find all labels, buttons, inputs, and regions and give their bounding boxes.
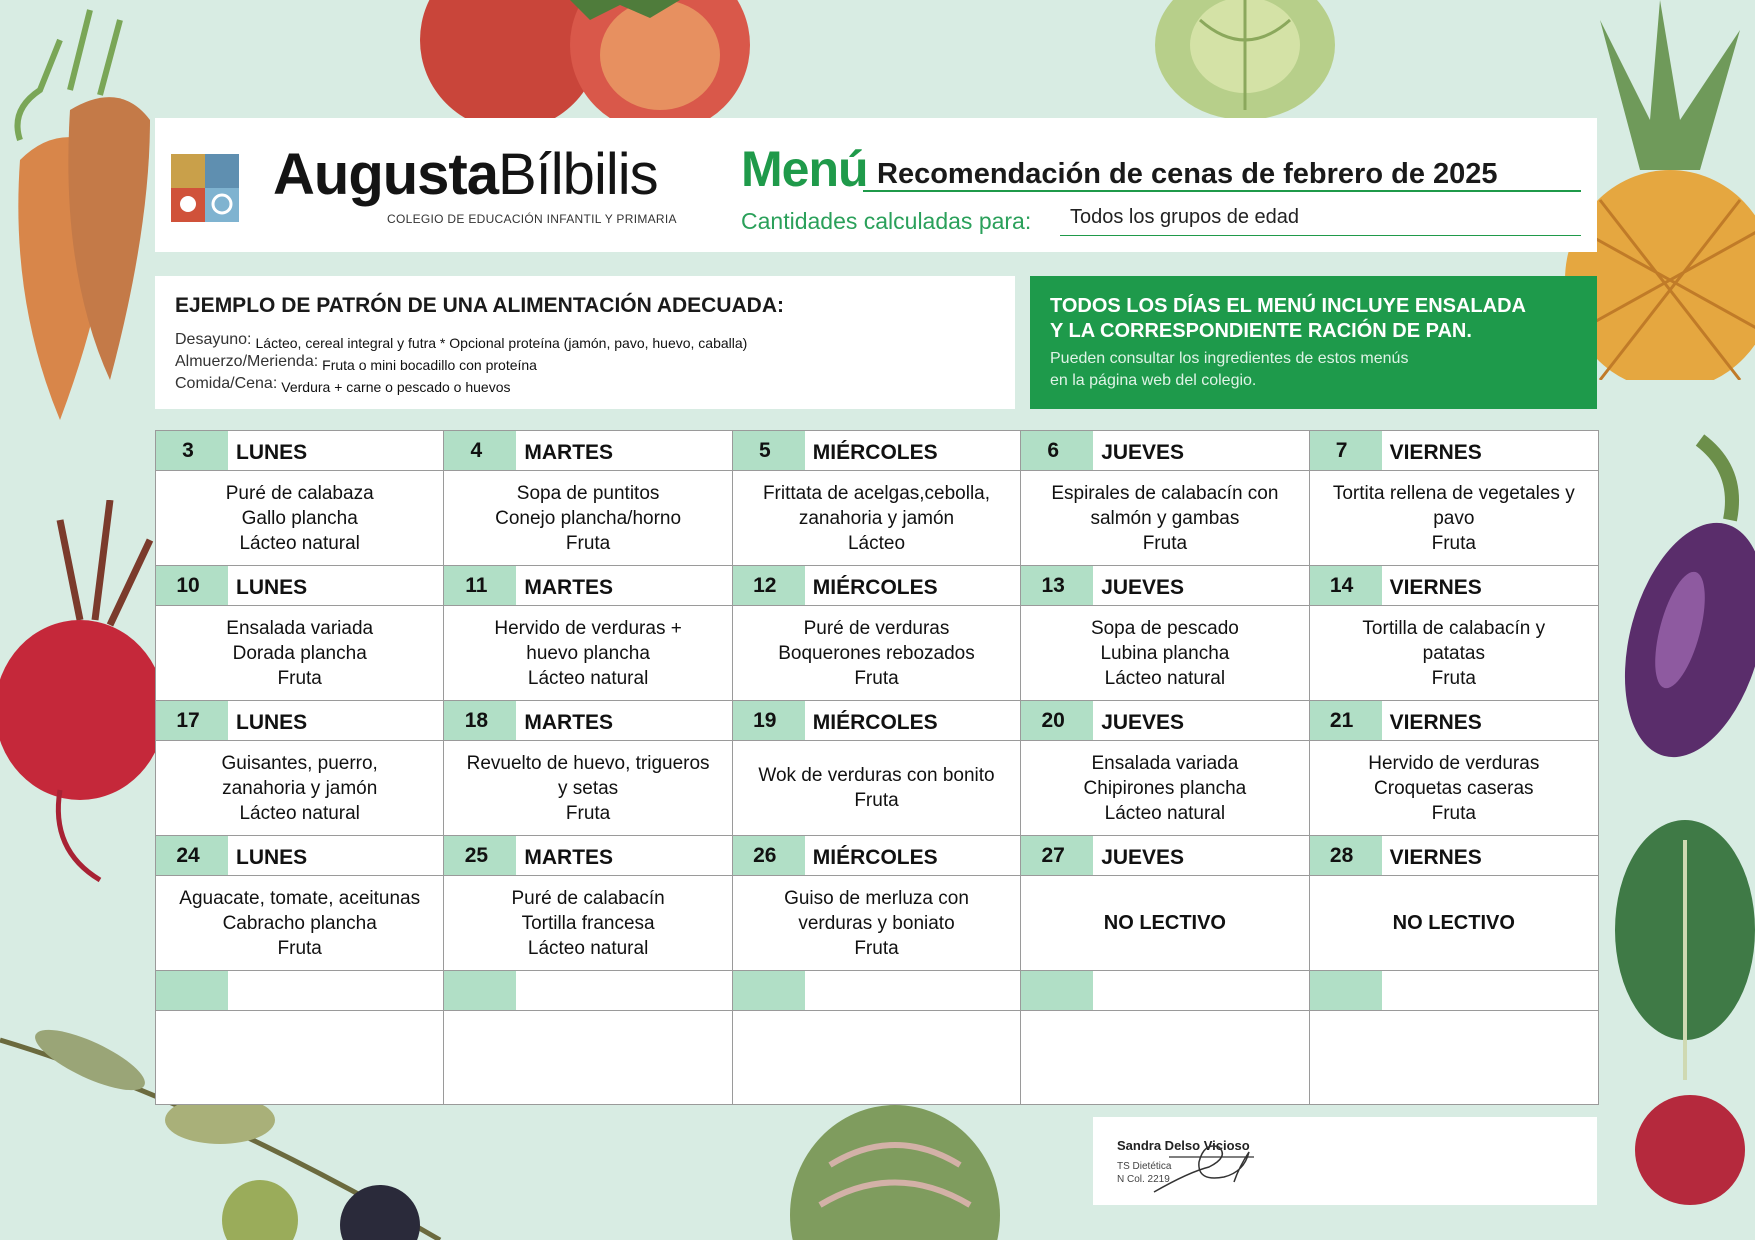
day-name: VIERNES — [1389, 440, 1482, 464]
day-header — [733, 566, 1020, 606]
dish-line: Lácteo — [847, 532, 906, 554]
dish-line: y setas — [557, 777, 619, 799]
day-header — [1310, 836, 1598, 876]
day-cell — [156, 971, 444, 1105]
day-cell — [156, 836, 444, 971]
carrot-illustration — [0, 0, 175, 450]
dish-line: Fruta — [1142, 532, 1188, 554]
pattern-row-label: Desayuno: — [175, 331, 252, 348]
day-name: JUEVES — [1101, 440, 1185, 464]
dish-line: NO LECTIVO — [1392, 911, 1515, 934]
day-number: 13 — [1021, 566, 1093, 605]
pattern-row-value: Fruta o mini bocadillo con proteína — [322, 357, 537, 373]
day-cell — [733, 566, 1021, 701]
day-cell — [733, 971, 1021, 1105]
day-name: JUEVES — [1101, 710, 1185, 734]
menu-dishes — [1310, 741, 1598, 835]
info-box — [1030, 276, 1597, 409]
menu-dishes — [733, 1011, 1020, 1105]
brand-name-part1: Augusta — [273, 142, 498, 207]
dish-line: Fruta — [565, 802, 611, 824]
dish-line: Boquerones rebozados — [778, 642, 975, 664]
day-name: VIERNES — [1389, 575, 1482, 599]
menu-dishes — [444, 606, 731, 700]
dish-line: Fruta — [277, 937, 322, 959]
school-logo-icon — [171, 154, 239, 222]
day-name: MIÉRCOLES — [812, 845, 938, 869]
dish-line: Puré de calabaza — [225, 482, 374, 504]
dish-line: Sopa de pescado — [1090, 617, 1239, 639]
dish-line: Espirales de calabacín con — [1051, 482, 1279, 504]
day-header — [1310, 566, 1598, 606]
day-header — [733, 971, 1020, 1011]
day-header — [1310, 971, 1598, 1011]
day-number: 26 — [733, 836, 805, 875]
day-number: 18 — [444, 701, 516, 740]
day-header — [733, 431, 1020, 471]
menu-dishes — [1021, 876, 1308, 970]
day-name: MIÉRCOLES — [812, 710, 938, 734]
day-cell — [444, 566, 732, 701]
menu-dishes — [444, 471, 731, 565]
menu-dishes — [733, 876, 1020, 970]
day-header — [156, 701, 443, 741]
menu-dishes — [1310, 471, 1598, 565]
day-number: 24 — [156, 836, 228, 875]
day-cell — [1310, 431, 1598, 566]
pattern-row-value: Lácteo, cereal integral y futra * Opcional proteína (jamón, pavo, huevo, caballa) — [255, 335, 748, 351]
dish-line: Fruta — [1431, 667, 1476, 689]
signature-title: TS Dietética — [1117, 1161, 1172, 1172]
info-text-line1: Pueden consultar los ingredientes de estos menús — [1050, 350, 1409, 367]
day-cell — [1021, 566, 1309, 701]
menu-dishes — [1310, 1011, 1598, 1105]
pattern-row-label: Almuerzo/Merienda: — [175, 353, 319, 370]
day-number: 21 — [1310, 701, 1382, 740]
dish-line: Hervido de verduras + — [494, 617, 682, 639]
dish-line: NO LECTIVO — [1103, 911, 1226, 934]
day-header — [1021, 836, 1308, 876]
chard-illustration — [1595, 820, 1755, 1240]
day-number — [733, 971, 805, 1010]
day-name: LUNES — [236, 845, 308, 869]
day-header — [156, 971, 443, 1011]
day-number: 4 — [444, 431, 516, 470]
day-number: 14 — [1310, 566, 1382, 605]
dish-line: Lácteo natural — [1104, 667, 1226, 689]
day-number — [156, 971, 228, 1010]
day-header — [444, 431, 731, 471]
day-cell — [733, 701, 1021, 836]
signature-license: N Col. 2219 — [1117, 1174, 1170, 1185]
day-name: MARTES — [524, 575, 614, 599]
dish-line: zanahoria y jamón — [798, 507, 955, 529]
day-name — [228, 971, 443, 1010]
info-title — [1050, 294, 1577, 344]
day-cell — [444, 971, 732, 1105]
day-number: 28 — [1310, 836, 1382, 875]
dish-line: patatas — [1422, 642, 1485, 664]
dish-line: Lácteo natural — [239, 532, 360, 554]
menu-dishes — [156, 471, 443, 565]
dish-line: Aguacate, tomate, aceitunas — [179, 887, 421, 909]
day-number: 10 — [156, 566, 228, 605]
signature-box — [1093, 1117, 1597, 1205]
day-cell — [1310, 971, 1598, 1105]
menu-dishes — [733, 741, 1020, 835]
day-name — [516, 971, 731, 1010]
day-header — [1021, 431, 1308, 471]
day-header — [1310, 431, 1598, 471]
day-name — [1093, 971, 1308, 1010]
day-header — [444, 836, 731, 876]
day-name: LUNES — [236, 575, 308, 599]
day-number: 5 — [733, 431, 805, 470]
day-header — [1021, 701, 1308, 741]
day-number: 12 — [733, 566, 805, 605]
signature-name: Sandra Delso Vicioso — [1117, 1138, 1250, 1153]
brand-subtitle: COLEGIO DE EDUCACIÓN INFANTIL Y PRIMARIA — [387, 212, 677, 226]
menu-dishes — [156, 1011, 443, 1105]
menu-dishes — [156, 876, 443, 970]
pattern-row-meal — [175, 375, 511, 393]
dish-line: Sopa de puntitos — [516, 482, 660, 504]
day-cell — [156, 701, 444, 836]
day-number: 25 — [444, 836, 516, 875]
dish-line: Gallo plancha — [241, 507, 358, 529]
day-name — [805, 971, 1020, 1010]
day-cell — [156, 431, 444, 566]
menu-dishes — [444, 876, 731, 970]
pattern-row-value: Verdura + carne o pescado o huevos — [281, 379, 511, 395]
day-name: VIERNES — [1389, 845, 1482, 869]
info-text — [1050, 348, 1577, 392]
dish-line: Lácteo natural — [527, 667, 649, 689]
day-number: 6 — [1021, 431, 1093, 470]
day-header — [1310, 701, 1598, 741]
day-cell — [1021, 971, 1309, 1105]
dish-line: Lubina plancha — [1100, 642, 1230, 664]
menu-dishes — [1021, 606, 1308, 700]
dish-line: Ensalada variada — [226, 617, 374, 639]
dish-line: Puré de calabacín — [511, 887, 665, 909]
dish-line: Lácteo natural — [239, 802, 360, 824]
dish-line: verduras y boniato — [798, 912, 955, 934]
day-header — [1021, 971, 1308, 1011]
day-name: MIÉRCOLES — [812, 440, 938, 464]
pattern-row-breakfast — [175, 331, 747, 349]
day-number — [1310, 971, 1382, 1010]
diet-pattern-box — [155, 276, 1015, 409]
day-number: 20 — [1021, 701, 1093, 740]
dish-line: Fruta — [854, 790, 899, 811]
handwritten-signature — [1149, 1137, 1259, 1197]
day-name — [1382, 971, 1598, 1010]
day-name: JUEVES — [1101, 575, 1185, 599]
day-header — [1021, 566, 1308, 606]
dish-line: Guisantes, puerro, — [221, 752, 378, 774]
day-cell — [156, 566, 444, 701]
day-number: 27 — [1021, 836, 1093, 875]
day-header — [156, 566, 443, 606]
day-header — [733, 701, 1020, 741]
day-cell — [1021, 701, 1309, 836]
dish-line: Lácteo natural — [527, 937, 649, 959]
menu-title: Recomendación de cenas de febrero de 2025 — [863, 158, 1581, 192]
day-header — [733, 836, 1020, 876]
day-cell — [1021, 836, 1309, 971]
day-number: 7 — [1310, 431, 1382, 470]
menu-dishes — [444, 741, 731, 835]
dish-line: Fruta — [854, 937, 899, 959]
dish-line: Dorada plancha — [232, 642, 367, 664]
dish-line: Hervido de verduras — [1368, 752, 1540, 774]
menu-label: Menú — [741, 141, 868, 197]
dish-line: Fruta — [565, 532, 611, 554]
cabbage-illustration — [1150, 0, 1340, 120]
dish-line: Frittata de acelgas,cebolla, — [762, 482, 991, 504]
day-cell — [733, 836, 1021, 971]
menu-dishes — [1310, 876, 1598, 970]
pattern-title: EJEMPLO DE PATRÓN DE UNA ALIMENTACIÓN ADECUADA: — [175, 294, 784, 317]
pattern-row-label: Comida/Cena: — [175, 375, 278, 392]
menu-dishes — [156, 606, 443, 700]
day-number: 3 — [156, 431, 228, 470]
eggplant-illustration — [1590, 430, 1755, 760]
dish-line: Fruta — [277, 667, 322, 689]
day-number: 11 — [444, 566, 516, 605]
dish-line: salmón y gambas — [1090, 507, 1240, 529]
day-cell — [444, 431, 732, 566]
quantities-label: Cantidades calculadas para: — [741, 208, 1032, 234]
day-header — [444, 701, 731, 741]
day-header — [156, 431, 443, 471]
day-header — [444, 566, 731, 606]
day-name: JUEVES — [1101, 845, 1185, 869]
dish-line: Guiso de merluza con — [784, 887, 969, 909]
quantities-value: Todos los grupos de edad — [1060, 206, 1581, 236]
dish-line: Puré de verduras — [803, 617, 950, 639]
menu-dishes — [733, 471, 1020, 565]
menu-dishes — [733, 606, 1020, 700]
info-text-line2: en la página web del colegio. — [1050, 372, 1257, 389]
day-number: 17 — [156, 701, 228, 740]
day-name: MARTES — [524, 845, 614, 869]
info-title-line2: Y LA CORRESPONDIENTE RACIÓN DE PAN. — [1050, 320, 1472, 342]
info-title-line1: TODOS LOS DÍAS EL MENÚ INCLUYE ENSALADA — [1050, 295, 1526, 317]
dish-line: Ensalada variada — [1091, 752, 1239, 774]
day-number: 19 — [733, 701, 805, 740]
menu-calendar — [155, 430, 1599, 1105]
dish-line: Croquetas caseras — [1374, 777, 1534, 799]
dish-line: Tortita rellena de vegetales y — [1332, 482, 1575, 504]
menu-dishes — [1021, 1011, 1308, 1105]
dish-line: Cabracho plancha — [222, 912, 377, 934]
day-name: MARTES — [524, 440, 614, 464]
day-name: LUNES — [236, 440, 308, 464]
brand-name — [273, 142, 658, 207]
menu-dishes — [444, 1011, 731, 1105]
dish-line: Wok de verduras con bonito — [758, 765, 995, 786]
dish-line: zanahoria y jamón — [222, 777, 378, 799]
day-header — [156, 836, 443, 876]
menu-dishes — [1021, 741, 1308, 835]
day-cell — [1310, 566, 1598, 701]
menu-dishes — [156, 741, 443, 835]
dish-line: Fruta — [1431, 802, 1476, 824]
beet-illustration — [0, 500, 170, 890]
day-cell — [1310, 836, 1598, 971]
dish-line: Tortilla francesa — [521, 912, 655, 934]
tomato-illustration — [420, 0, 750, 120]
dish-line: Revuelto de huevo, trigueros — [466, 752, 710, 774]
day-number — [1021, 971, 1093, 1010]
dish-line: Tortilla de calabacín y — [1362, 617, 1546, 639]
dish-line: Chipirones plancha — [1083, 777, 1247, 799]
day-header — [444, 971, 731, 1011]
dish-line: huevo plancha — [526, 642, 650, 664]
day-number — [444, 971, 516, 1010]
day-name: VIERNES — [1389, 710, 1482, 734]
day-cell — [1310, 701, 1598, 836]
brand-name-part2: Bílbilis — [498, 142, 658, 207]
dish-line: pavo — [1433, 507, 1475, 529]
dish-line: Lácteo natural — [1104, 802, 1226, 824]
day-cell — [733, 431, 1021, 566]
day-cell — [444, 836, 732, 971]
menu-dishes — [1310, 606, 1598, 700]
pattern-row-snack — [175, 353, 537, 371]
day-cell — [444, 701, 732, 836]
day-cell — [1021, 431, 1309, 566]
header — [155, 118, 1597, 252]
artichoke-illustration — [770, 1105, 1020, 1240]
day-name: LUNES — [236, 710, 308, 734]
dish-line: Fruta — [1431, 532, 1476, 554]
menu-dishes — [1021, 471, 1308, 565]
day-name: MIÉRCOLES — [812, 575, 938, 599]
dish-line: Fruta — [854, 667, 899, 689]
day-name: MARTES — [524, 710, 614, 734]
dish-line: Conejo plancha/horno — [495, 507, 682, 529]
